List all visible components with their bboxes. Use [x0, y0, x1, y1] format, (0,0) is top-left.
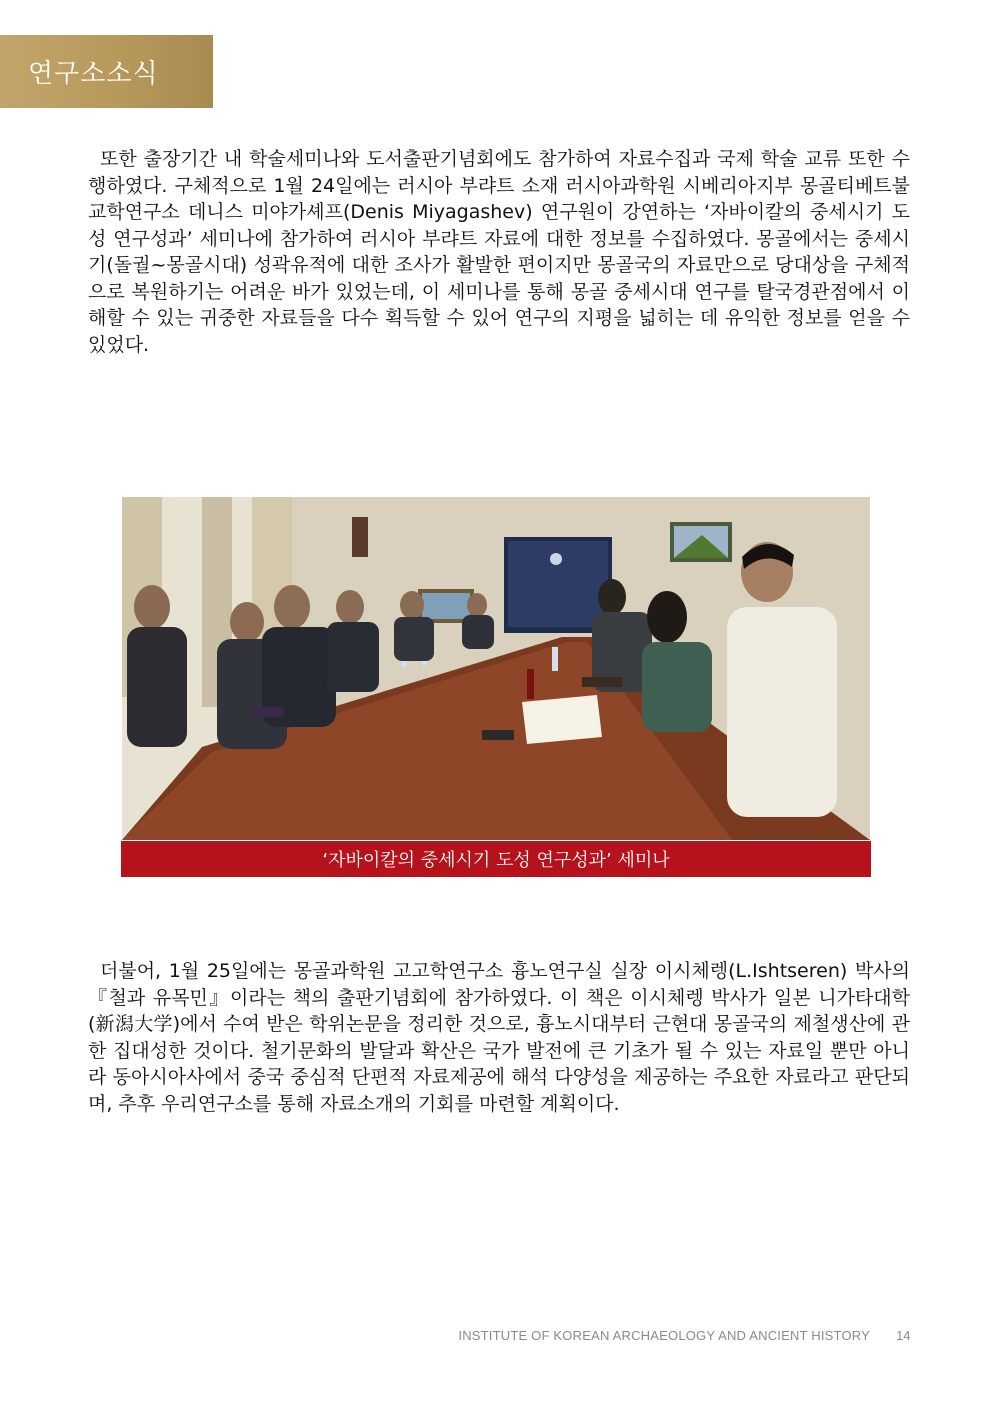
figure-caption	[121, 841, 871, 877]
body-paragraph-1: 또한 출장기간 내 학술세미나와 도서출판기념회에도 참가하여 자료수집과 국제 학술 교류 또한 수행하였다. 구체적으로 1월 24일에는 러시아 부랴트 소재 러시아과학원 시베리아지부 몽골티베트불교학연구소 데니스 미야가셰프(Denis Miyagashev) 연구원이 강연하는 ‘자바이칼의 중세시기 도성 연구성과’ 세미나에 참가하여 러시아 부랴트 자료에 대한 정보를 수집하였다. 몽골에서는 중세시기(돌궐~몽골시대) 성곽유적에 대한 조사가 활발한 편이지만 몽골국의 자료만으로 당대상을 구체적으로 복원하기는 어려운 바가 있었는데, 이 세미나를 통해 몽골 중세시대 연구를 탈국경관점에서 이해할 수 있는 귀중한 자료들을 다수 획득할 수 있어 연구의 지평을 넓히는 데 유익한 정보를 얻을 수 있었다.	[88, 148, 910, 356]
section-label: 연구소소식	[28, 59, 159, 89]
figure-caption-text: ‘자바이칼의 중세시기 도성 연구성과’ 세미나	[322, 850, 670, 871]
seminar-photo-illustration	[122, 497, 870, 840]
section-tab	[0, 35, 213, 108]
page-number: 14	[896, 1328, 911, 1343]
footer-institute-name: INSTITUTE OF KOREAN ARCHAEOLOGY AND ANCIENT HISTORY	[458, 1328, 870, 1343]
seminar-photo	[122, 497, 870, 840]
body-paragraph-2: 더불어, 1월 25일에는 몽골과학원 고고학연구소 흉노연구실 실장 이시체렝(L.Ishtseren) 박사의 『철과 유목민』이라는 책의 출판기념회에 참가하였다. 이 책은 이시체렝 박사가 일본 니가타대학(新潟大学)에서 수여 받은 학위논문을 정리한 것으로, 흉노시대부터 근현대 몽골국의 제철생산에 관한 집대성한 것이다. 철기문화의 발달과 확산은 국가 발전에 큰 기초가 될 수 있는 자료일 뿐만 아니라 동아시아사에서 중국 중심적 단편적 자료제공에 해석 다양성을 제공하는 주요한 자료라고 판단되며, 추후 우리연구소를 통해 자료소개의 기회를 마련할 계획이다.	[88, 960, 910, 1115]
